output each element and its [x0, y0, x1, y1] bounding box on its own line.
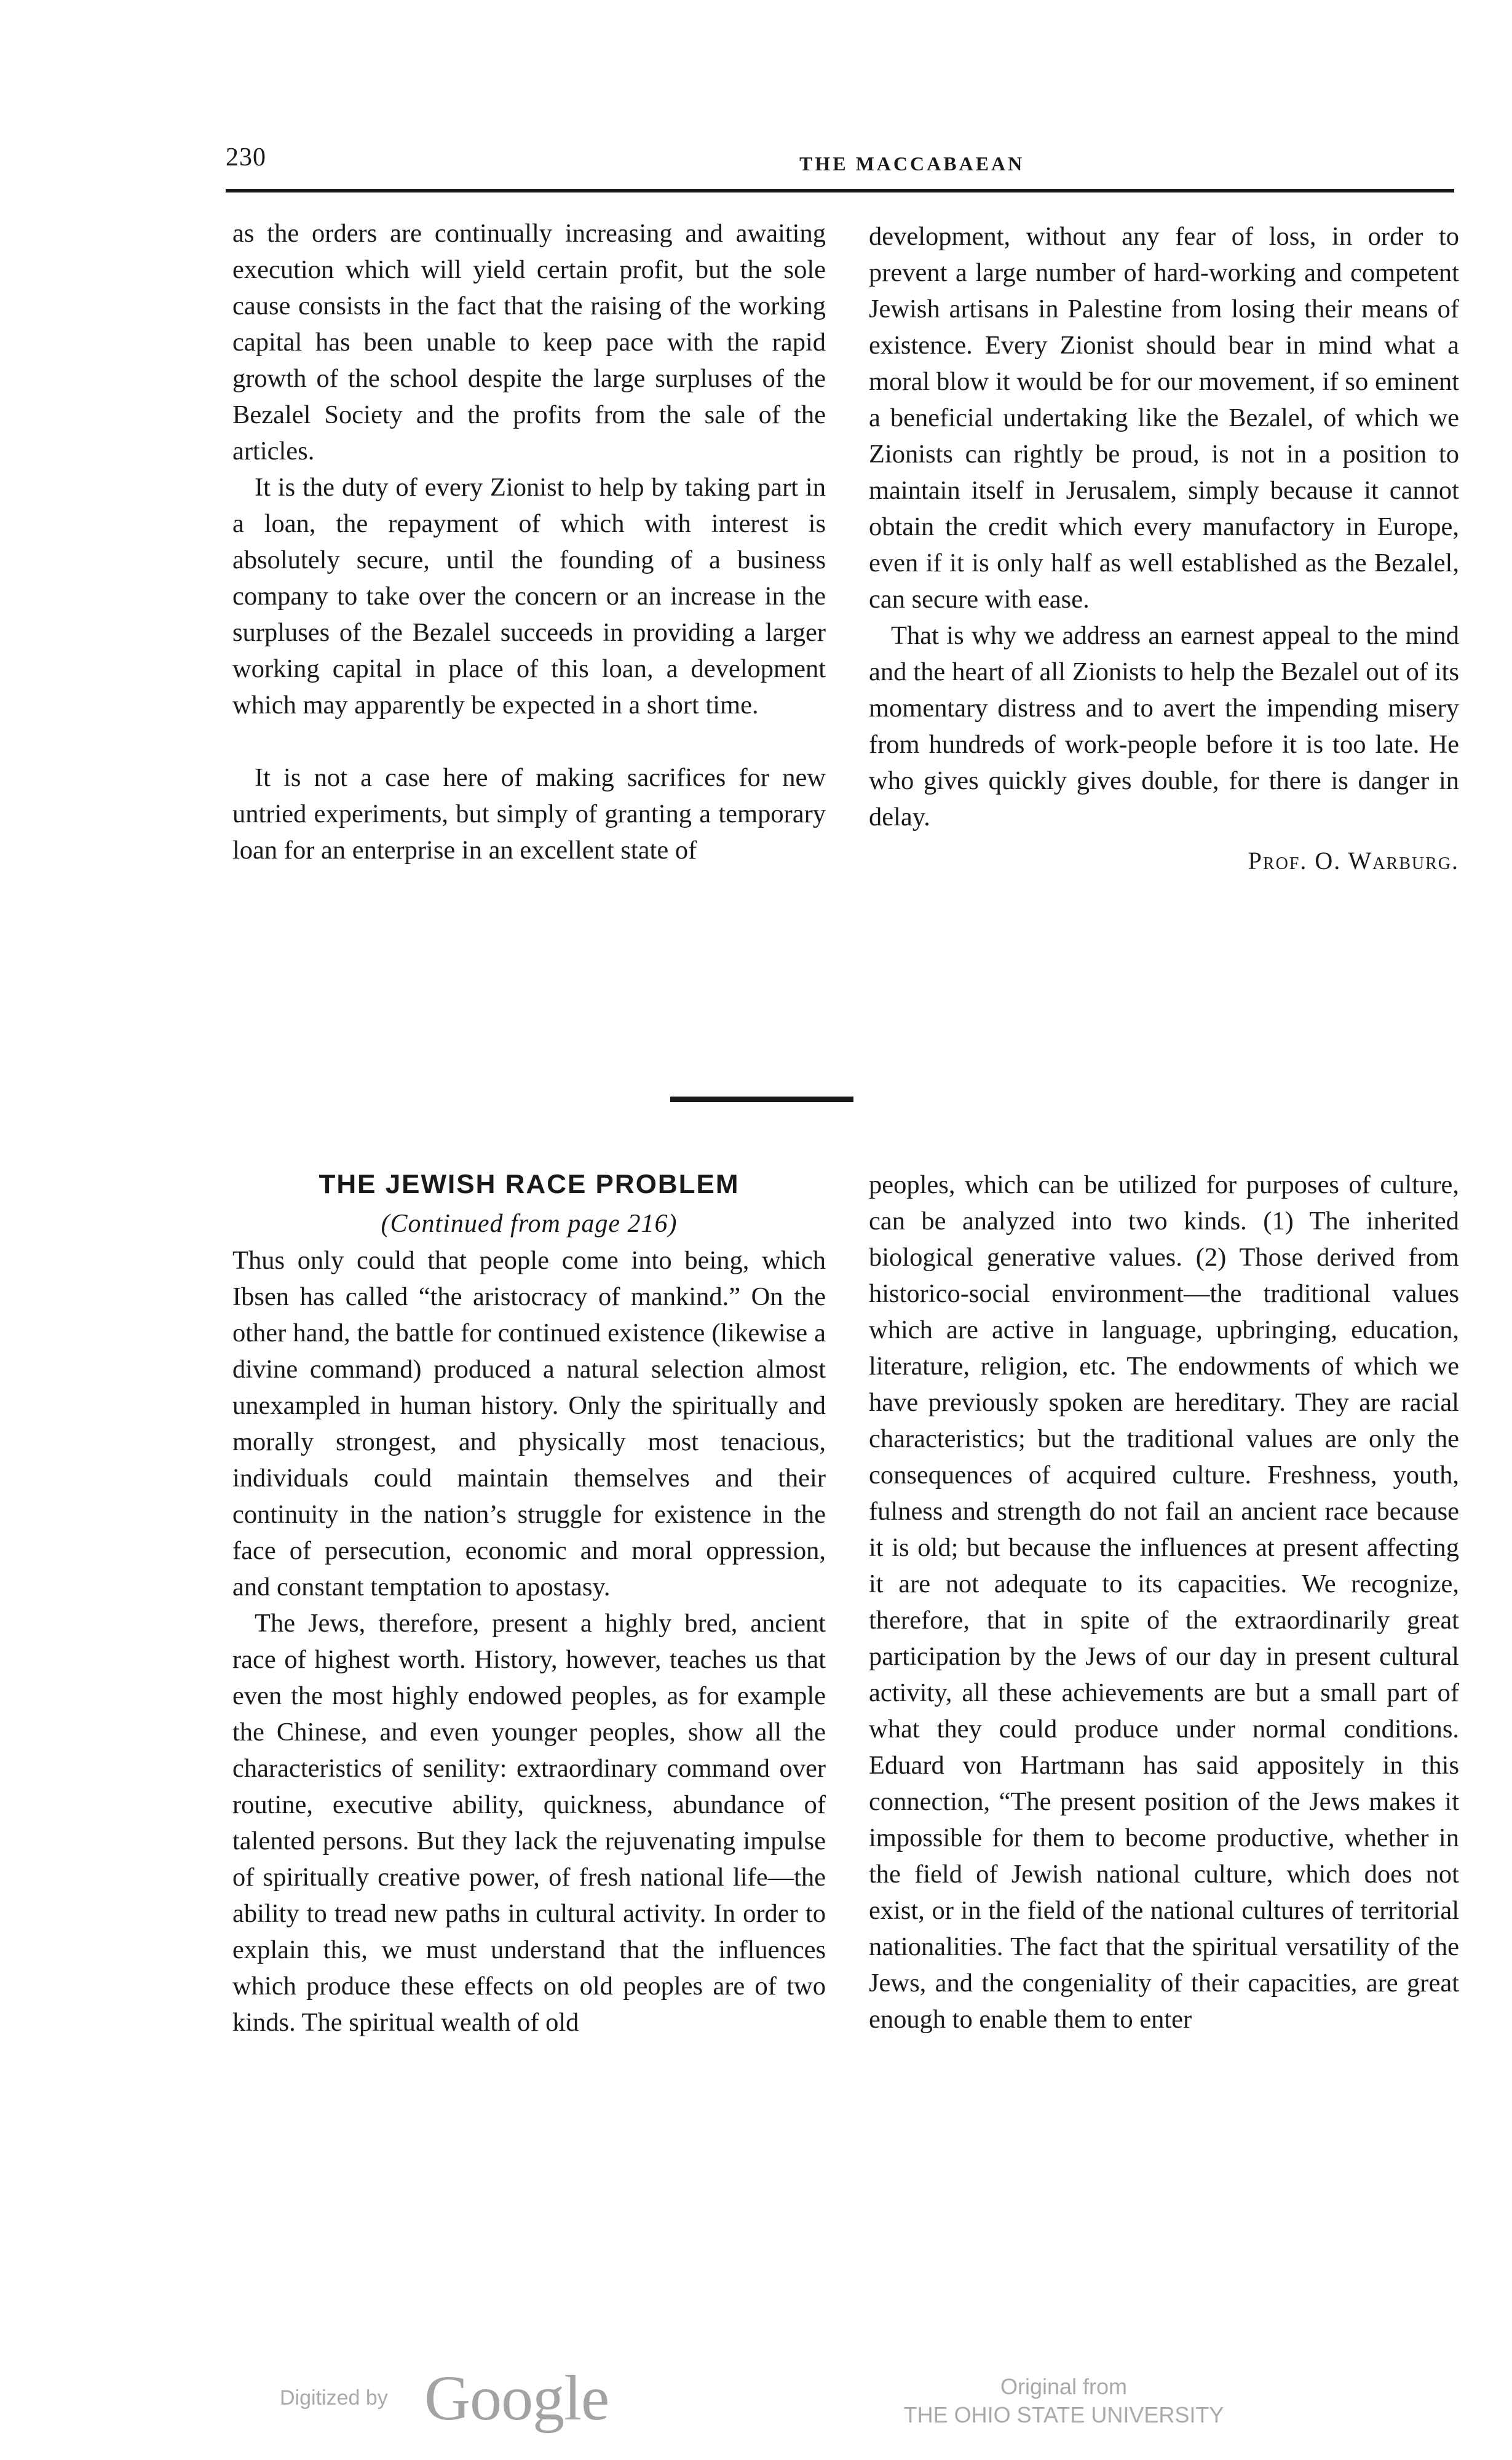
running-head: THE MACCABAEAN — [799, 153, 1025, 175]
paragraph: That is why we address an earnest appeal to the mind and the heart of all Zionists to help the Bezalel out of its momentary distress and to avert the impending misery from hundreds of work-people before it is too late. He who gives quickly gives double, for there is danger in delay. — [869, 621, 1459, 831]
paragraph-gap — [232, 723, 826, 760]
top-article-left-column — [232, 215, 826, 868]
google-logo: Google — [424, 2363, 609, 2434]
paragraph: The Jews, therefore, present a highly bred, ancient race of highest worth. History, however, teaches us that even the most highly endowed peoples, as for example the Chinese, and even younger peoples, show all the characteristics of senility: extraordinary command over routine, executive ability, quickness, abundance of talented persons. But they lack the rejuvenating impulse of spiritually creative power, of fresh national life—the ability to tread new paths in cultural activity. In order to explain this, we must understand that the influences which produce these effects on old peoples are of two kinds. The spiritual wealth of old — [232, 1609, 826, 2037]
header-rule — [226, 189, 1454, 192]
article-subtitle: (Continued from page 216) — [381, 1210, 678, 1238]
top-article-right-column — [869, 218, 1459, 879]
original-source — [867, 2373, 1261, 2429]
institution-name: THE OHIO STATE UNIVERSITY — [903, 2402, 1224, 2427]
article-title: THE JEWISH RACE PROBLEM — [319, 1169, 740, 1199]
digitized-by-label: Digitized by — [280, 2386, 388, 2410]
paragraph: development, without any fear of loss, in order to prevent a large number of hard-working and competent Jewish artisans in Palestine from losing their means of existence. Every Zionist should bear in mind what a moral blow it would be for our movement, if so eminent a beneficial undertaking like the Bezalel, of which we Zionists can rightly be proud, is not in a position to maintain itself in Jerusalem, simply because it cannot obtain the credit which every manufactory in Europe, even if it is only half as well established as the Bezalel, can secure with ease. — [869, 222, 1459, 614]
bottom-article-right-column — [869, 1167, 1459, 2037]
bottom-article-left-column — [232, 1159, 826, 2041]
paragraph: It is not a case here of making sacrifices for new untried experiments, but simply of granting a temporary loan for an enterprise in an excellent state of — [232, 763, 826, 865]
original-from-label: Original from — [1000, 2374, 1128, 2399]
paragraph: as the orders are continually increasing and awaiting execution which will yield certain profit, but the sole cause consists in the fact that the raising of the working capital has been unable to keep pace with the rapid growth of the school despite the large surpluses of the Bezalel Society and the profits from the sale of the articles. — [232, 219, 826, 466]
paragraph: It is the duty of every Zionist to help by taking part in a loan, the repayment of which with interest is absolutely secure, until the founding of a business company to take over the concern or an increase in the surpluses of the Bezalel succeeds in providing a larger working capital in place of this loan, a development which may apparently be expected in a short time. — [232, 473, 826, 720]
page-number: 230 — [226, 143, 266, 172]
paragraph: peoples, which can be utilized for purposes of culture, can be analyzed into two kinds. (1) The inherited biological generative values. (2) Those derived from historico-social environment—the traditional values which are active in language, upbringing, education, literature, religion, etc. The endowments of which we have previously spoken are hereditary. They are racial characteristics; but the traditional values are only the consequences of acquired culture. Freshness, youth, fulness and strength do not fail an ancient race because it is old; but because the influences at present affecting it are not adequate to its capacities. We recognize, therefore, that in spite of the extraordinarily great participation by the Jews of our day in present cultural activity, all these achievements are but a small part of what they could produce under normal conditions. Eduard von Hartmann has said appositely in this connection, “The present position of the Jews makes it impossible for them to become productive, whether in the field of Jewish national culture, which does not exist, or in the field of the national cultures of territorial nationalities. The fact that the spiritual versatility of the Jews, and the congeniality of their capacities, are great enough to enable them to enter — [869, 1170, 1459, 2034]
section-divider — [670, 1097, 853, 1102]
paragraph: Thus only could that people come into being, which Ibsen has called “the aristocracy of mankind.” On the other hand, the battle for continued existence (likewise a divine command) produced a natural selection almost unexampled in human history. Only the spiritually and morally strongest, and physically most tenacious, individuals could maintain themselves and their continuity in the nation’s struggle for existence in the face of persecution, economic and moral oppression, and constant temptation to apostasy. — [232, 1246, 826, 1601]
author-signature: Prof. O. Warburg. — [1248, 847, 1459, 875]
